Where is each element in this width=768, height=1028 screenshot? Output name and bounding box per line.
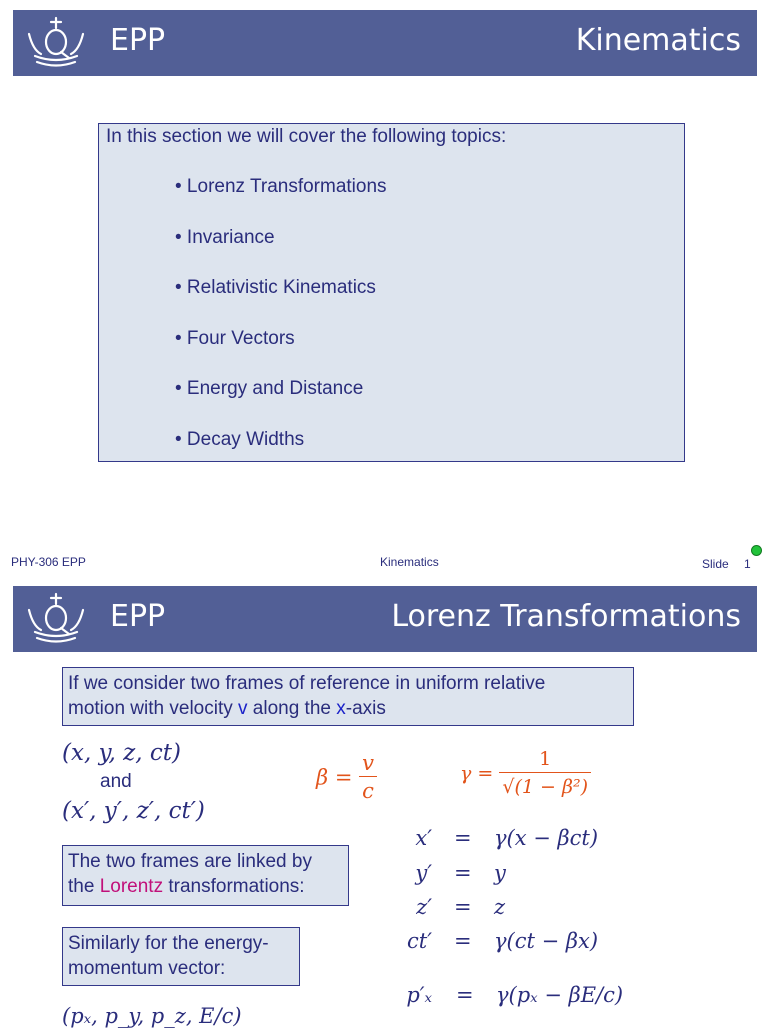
brand-label: EPP bbox=[110, 23, 166, 58]
lorentz-line1: The two frames are linked by bbox=[68, 851, 312, 872]
energy-line2: momentum vector: bbox=[68, 958, 226, 979]
slide1-header bbox=[13, 10, 757, 76]
equation-rhs: z bbox=[494, 895, 506, 919]
equation-rhs: γ(pₓ − βE/c) bbox=[496, 983, 624, 1007]
slide-title: Lorenz Transformations bbox=[391, 599, 741, 634]
topics-intro: In this section we will cover the following topics: bbox=[106, 126, 507, 147]
crown-logo-icon bbox=[25, 592, 87, 646]
equation-equals: = bbox=[454, 929, 472, 953]
equation-equals: = bbox=[456, 983, 474, 1007]
equation-equals: = bbox=[454, 861, 472, 885]
primed-frame-coordinates: (x′, y′, z′, ct′) bbox=[62, 798, 205, 824]
frames-line1: If we consider two frames of reference in uniform relative bbox=[68, 673, 546, 694]
topic-item: • Lorenz Transformations bbox=[175, 176, 387, 197]
topics-box bbox=[98, 123, 685, 462]
footer-slide-label: Slide bbox=[702, 557, 729, 571]
frames-box-text bbox=[68, 671, 545, 721]
topic-item: • Four Vectors bbox=[175, 328, 295, 349]
topic-item: • Invariance bbox=[175, 227, 275, 248]
topic-item: • Decay Widths bbox=[175, 429, 305, 450]
energy-momentum-box bbox=[62, 927, 300, 986]
beta-definition: β = $\frac{v}{c}$ bbox=[316, 750, 377, 805]
equation-equals: = bbox=[454, 895, 472, 919]
equation-rhs: γ(ct − βx) bbox=[494, 929, 599, 953]
footer-course: PHY-306 EPP bbox=[11, 555, 86, 569]
equation-lhs: ct′ bbox=[407, 929, 432, 953]
frames-box bbox=[62, 667, 634, 726]
equation-lhs: z′ bbox=[416, 895, 432, 919]
gamma-definition: γ = $\frac{1}{\text{√(1 − β²)}}$ bbox=[460, 746, 591, 801]
brand-label: EPP bbox=[110, 599, 166, 634]
equation-lhs: p′ₓ bbox=[406, 983, 432, 1007]
topic-item: • Energy and Distance bbox=[175, 378, 364, 399]
topic-item: • Relativistic Kinematics bbox=[175, 277, 376, 298]
lorentz-line2: the Lorentz transformations: bbox=[68, 876, 305, 897]
frame-coordinates: (x, y, z, ct) bbox=[62, 740, 181, 766]
footer-section: Kinematics bbox=[380, 555, 439, 569]
velocity-symbol: v bbox=[238, 698, 248, 719]
frames-line2: motion with velocity v along the x-axis bbox=[68, 698, 386, 719]
energy-line1: Similarly for the energy- bbox=[68, 933, 269, 954]
slide-title: Kinematics bbox=[575, 23, 741, 58]
equation-rhs: y bbox=[494, 861, 506, 885]
footer-page-number: 1 bbox=[744, 557, 751, 571]
equation-equals: = bbox=[454, 826, 472, 850]
equation-lhs: y′ bbox=[415, 861, 432, 885]
axis-symbol: x bbox=[336, 698, 346, 719]
lorentz-box bbox=[62, 845, 349, 906]
and-label: and bbox=[100, 771, 132, 792]
momentum-four-vector: (pₓ, p_y, p_z, E/c) bbox=[62, 1004, 242, 1028]
slide2-header bbox=[13, 586, 757, 652]
equation-lhs: x′ bbox=[415, 826, 432, 850]
lorentz-highlight: Lorentz bbox=[99, 876, 164, 897]
crown-logo-icon bbox=[25, 16, 87, 70]
status-indicator-dot bbox=[751, 545, 762, 556]
equation-rhs: γ(x − βct) bbox=[494, 826, 599, 850]
